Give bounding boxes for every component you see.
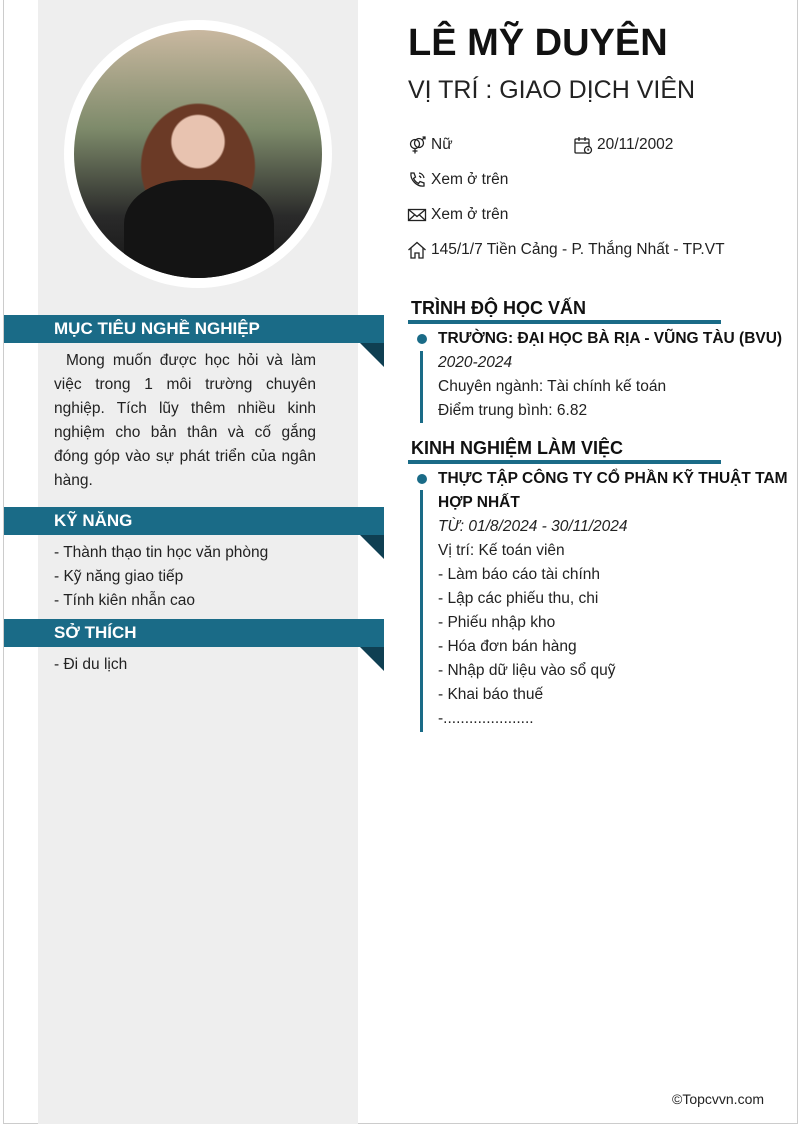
avatar [64, 20, 332, 288]
skills-list [54, 541, 316, 613]
timeline-dot [417, 334, 427, 344]
skill-item: - Thành thạo tin học văn phòng [54, 544, 269, 561]
gender-row [407, 134, 453, 156]
timeline-dot [417, 474, 427, 484]
education-entry [438, 327, 788, 423]
experience-header: KINH NGHIỆM LÀM VIỆC [411, 438, 624, 458]
phone-value: Xem ở trên [431, 171, 509, 188]
experience-entry [438, 467, 788, 731]
email-row [407, 204, 508, 226]
education-years: 2020-2024 [438, 354, 513, 371]
experience-period: TỪ: 01/8/2024 - 30/11/2024 [438, 518, 628, 535]
task-item: - Phiếu nhập kho [438, 614, 556, 631]
education-header: TRÌNH ĐỘ HỌC VẤN [411, 298, 586, 318]
profile-photo [74, 30, 322, 278]
position-title: VỊ TRÍ : GIAO DỊCH VIÊN [408, 76, 696, 104]
gender-icon [407, 135, 427, 155]
task-item: - Nhập dữ liệu vào sổ quỹ [438, 662, 616, 679]
major: Chuyên ngành: Tài chính kế toán [438, 378, 667, 395]
hobbies-list [54, 653, 316, 677]
task-item: -..................... [438, 710, 534, 727]
task-item: - Làm báo cáo tài chính [438, 566, 600, 583]
skills-header: KỸ NĂNG [4, 507, 384, 535]
email-value: Xem ở trên [431, 206, 509, 223]
hobbies-header: SỞ THÍCH [4, 619, 384, 647]
candidate-name: LÊ MỸ DUYÊN [408, 22, 668, 64]
home-icon [407, 240, 427, 260]
phone-row [407, 169, 508, 191]
job-role: Vị trí: Kế toán viên [438, 542, 565, 559]
task-item: - Hóa đơn bán hàng [438, 638, 577, 655]
section-underline [408, 460, 721, 464]
calendar-icon [573, 135, 593, 155]
gpa: Điểm trung bình: 6.82 [438, 402, 588, 419]
mail-icon [407, 205, 427, 225]
ribbon-fold [360, 343, 384, 367]
section-underline [408, 320, 721, 324]
address-value: 145/1/7 Tiền Cảng - P. Thắng Nhất - TP.VT [431, 241, 725, 258]
skill-item: - Tính kiên nhẫn cao [54, 592, 196, 609]
ribbon-fold [360, 647, 384, 671]
task-item: - Lập các phiếu thu, chi [438, 590, 599, 607]
gender-value: Nữ [431, 136, 453, 153]
school-name: TRƯỜNG: ĐẠI HỌC BÀ RỊA - VŨNG TÀU (BVU) [438, 330, 783, 347]
footer-credit: ©Topcvvn.com [672, 1091, 765, 1107]
hobby-item: - Đi du lịch [54, 656, 128, 673]
company-name: THỰC TẬP CÔNG TY CỔ PHẦN KỸ THUẬT TAM HỢP NHẤT [438, 470, 788, 511]
objective-text: Mong muốn được học hỏi và làm việc trong 1 môi trường chuyên nghiệp. Tích lũy thêm nhiều kinh nghiệm cho bản thân và cố gắng đóng góp vào sự phát triển của ngân hàng. [54, 352, 316, 489]
timeline-line [420, 490, 423, 732]
ribbon-fold [360, 535, 384, 559]
timeline-line [420, 351, 423, 423]
objective-header: MỤC TIÊU NGHỀ NGHIỆP [4, 315, 384, 343]
phone-icon [407, 170, 427, 190]
address-row [407, 239, 725, 261]
skill-item: - Kỹ năng giao tiếp [54, 568, 184, 585]
birthday-row [573, 134, 673, 156]
task-item: - Khai báo thuế [438, 686, 544, 703]
birthday-value: 20/11/2002 [597, 136, 674, 153]
